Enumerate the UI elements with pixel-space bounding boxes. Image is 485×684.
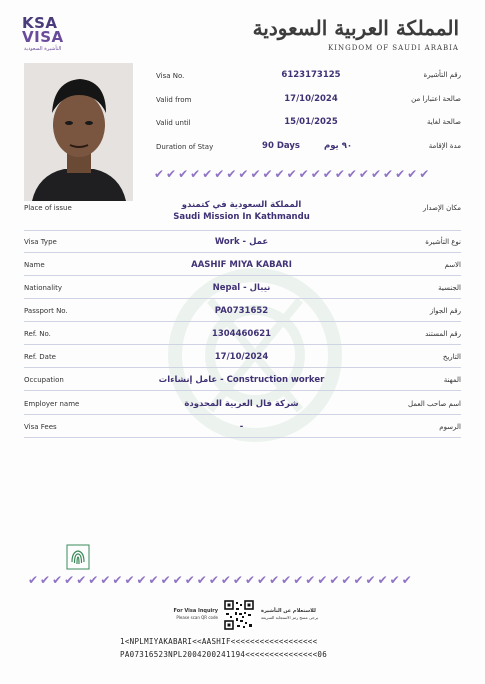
valid-until-label: Valid until xyxy=(156,119,191,127)
passport-label-ar: رقم الجواز xyxy=(429,307,461,315)
employer-row xyxy=(24,398,461,415)
occupation-row xyxy=(24,374,461,391)
duration-label-ar: مدة الإقامة xyxy=(428,142,461,150)
visa-fees-label-ar: الرسوم xyxy=(439,423,461,431)
occupation-value: Construction worker - عامل إنشاءات xyxy=(158,375,325,385)
ref-date-label: Ref. Date xyxy=(24,353,56,361)
place-of-issue-value-ar: المملكة السعودية في كتمندو xyxy=(181,200,302,210)
qr-inquiry-block xyxy=(168,600,328,630)
nationality-label: Nationality xyxy=(24,284,63,292)
visa-number-value: 6123173125 xyxy=(281,70,341,80)
employer-label-ar: اسم صاحب العمل xyxy=(408,400,461,408)
place-of-issue-label-ar: مكان الإصدار xyxy=(423,204,461,212)
duration-label: Duration of Stay xyxy=(156,143,214,151)
passport-label: Passport No. xyxy=(24,307,68,315)
mrz-line-1: 1<NPLMIYAKABARI<<AASHIF<<<<<<<<<<<<<<<<<< xyxy=(120,637,318,646)
duration-row xyxy=(156,141,461,155)
visa-number-label-ar: رقم التأشيرة xyxy=(423,71,461,79)
qr-code[interactable] xyxy=(224,600,254,630)
visa-fees-label: Visa Fees xyxy=(24,423,57,431)
ref-number-row xyxy=(24,328,461,345)
valid-from-label: Valid from xyxy=(156,96,192,104)
qr-inquiry-subtitle-ar: يرجى مسح رمز الاستجابة السريعة xyxy=(261,615,319,620)
logo-ksa-text: KSA xyxy=(22,14,58,32)
duration-value-ar: ٩٠ يوم xyxy=(324,141,353,151)
passport-row xyxy=(24,305,461,322)
bottom-check-mark-strip: ✔✔✔✔✔✔✔✔✔✔✔✔✔✔✔✔✔✔✔✔✔✔✔✔✔✔✔✔✔✔✔✔ xyxy=(28,573,414,587)
kingdom-arabic-title: المملكة العربية السعودية xyxy=(252,16,459,40)
qr-inquiry-title: For Visa Inquiry xyxy=(173,608,218,614)
fingerprint-icon xyxy=(66,544,90,570)
employer-label: Employer name xyxy=(24,400,80,408)
visa-type-label: Visa Type xyxy=(24,238,57,246)
ref-number-value: 1304460621 xyxy=(211,329,272,339)
visa-number-row xyxy=(156,70,461,84)
logo-visa-text: VISA xyxy=(22,28,64,46)
visa-fees-row xyxy=(24,421,461,438)
ref-date-row xyxy=(24,351,461,368)
valid-until-value: 15/01/2025 xyxy=(284,117,338,127)
holder-photo xyxy=(24,63,133,201)
visa-number-label: Visa No. xyxy=(156,72,185,80)
place-of-issue-value: Saudi Mission In Kathmandu xyxy=(173,212,310,222)
mrz-line-2: PA07316523NPL2004200241194<<<<<<<<<<<<<<<06 xyxy=(120,650,328,659)
valid-until-row xyxy=(156,117,461,131)
ref-number-label-ar: رقم المستند xyxy=(425,330,461,338)
qr-inquiry-title-ar: للاستعلام عن التأشيرة xyxy=(261,608,316,614)
valid-from-label-ar: صالحة اعتبارا من xyxy=(411,95,461,103)
name-value: AASHIF MIYA KABARI xyxy=(191,260,292,270)
passport-value: PA0731652 xyxy=(214,306,269,316)
place-of-issue-label: Place of issue xyxy=(24,204,72,212)
visa-type-value: Work - عمل xyxy=(214,237,269,247)
visa-type-label-ar: نوع التأشيرة xyxy=(425,238,461,246)
ksa-visa-logo xyxy=(22,14,82,54)
ref-date-label-ar: التاريخ xyxy=(442,353,461,361)
valid-from-row xyxy=(156,94,461,108)
nationality-label-ar: الجنسية xyxy=(438,284,461,292)
name-label: Name xyxy=(24,261,45,269)
logo-subtitle: التأشيرة السعودية xyxy=(24,46,62,52)
duration-value: 90 Days xyxy=(262,141,300,151)
kingdom-english-title: KINGDOM OF SAUDI ARABIA xyxy=(328,44,459,52)
occupation-label-ar: المهنة xyxy=(443,376,461,384)
ref-number-label: Ref. No. xyxy=(24,330,51,338)
check-mark-strip: ✔✔✔✔✔✔✔✔✔✔✔✔✔✔✔✔✔✔✔✔✔✔✔ xyxy=(154,167,432,181)
visa-type-row xyxy=(24,236,461,253)
valid-from-value: 17/10/2024 xyxy=(284,94,338,104)
visa-fees-value: - xyxy=(239,422,244,432)
qr-inquiry-subtitle: Please scan QR code xyxy=(176,615,218,620)
employer-value: شركة فال العربية المحدودة xyxy=(184,399,299,409)
valid-until-label-ar: صالحة لغاية xyxy=(426,118,461,126)
occupation-label: Occupation xyxy=(24,376,64,384)
ref-date-value: 17/10/2024 xyxy=(214,352,269,362)
name-row xyxy=(24,259,461,276)
nationality-row xyxy=(24,282,461,299)
place-of-issue-row xyxy=(24,200,461,231)
name-label-ar: الاسم xyxy=(444,261,461,269)
nationality-value: Nepal - نيبال xyxy=(212,283,271,293)
